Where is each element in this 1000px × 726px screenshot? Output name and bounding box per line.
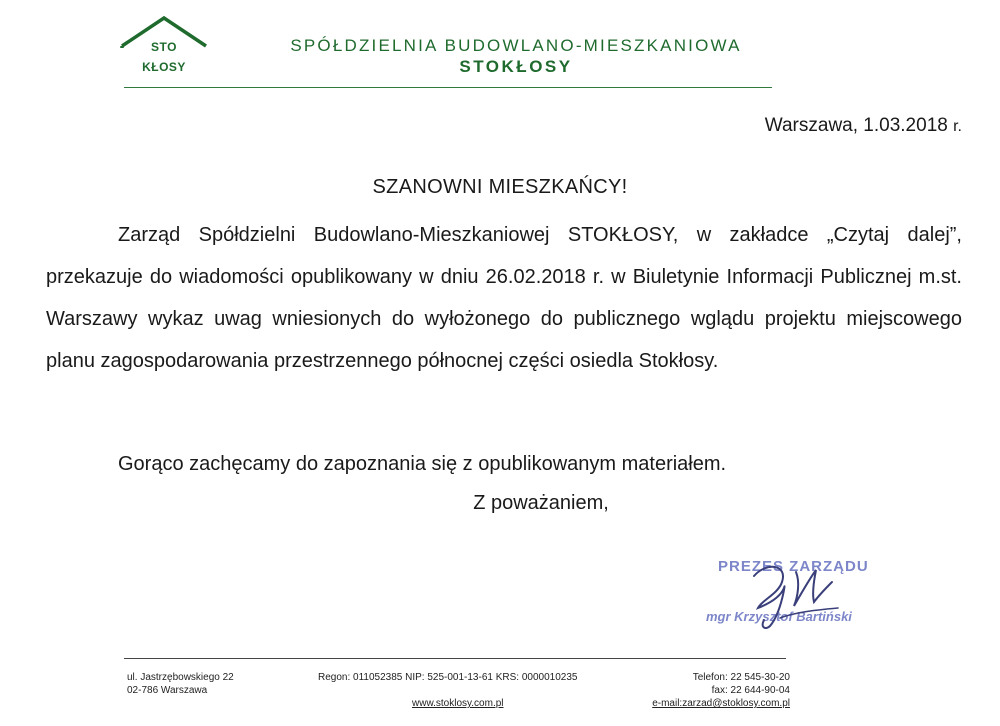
date-suffix: r.	[953, 118, 962, 135]
closing-phrase: Z poważaniem,	[473, 492, 609, 514]
footer-contact	[600, 671, 790, 710]
logo-text-top: STO	[151, 40, 177, 54]
logo-text-bottom: KŁOSY	[142, 60, 186, 74]
footer-phone: Telefon: 22 545-30-20	[692, 672, 790, 683]
signature-icon	[740, 548, 850, 638]
footer-email-link[interactable]: e-mail:zarzad@stoklosy.com.pl	[652, 698, 790, 709]
footer-divider	[124, 658, 786, 659]
footer-street: ul. Jastrzębowskiego 22	[127, 672, 234, 683]
cooperative-logo	[118, 14, 210, 82]
body-paragraph-2: Gorąco zachęcamy do zapoznania się z opublikowanym materiałem.	[118, 453, 727, 475]
footer-registration-ids: Regon: 011052385 NIP: 525-001-13-61 KRS: 0000010235	[318, 672, 578, 683]
footer-fax: fax: 22 644-90-04	[711, 685, 790, 696]
stamp-title: PREZES ZARZĄDU	[718, 558, 869, 575]
footer-address	[127, 671, 234, 697]
footer-website-link[interactable]: www.stoklosy.com.pl	[412, 698, 504, 709]
body-paragraph-1: Zarząd Spółdzielni Budowlano-Mieszkaniowej STOKŁOSY, w zakładce „Czytaj dalej”, przekazuje do wiadomości opublikowany w dniu 26.02.2018 r. w Biuletynie Informacji Publicznej m.st. Warszawy wykaz uwag wniesionych do wyłożonego do publicznego wglądu projektu miejscowego planu zagospodarowania przestrzennego północnej części osiedla Stokłosy.	[46, 224, 962, 372]
salutation: SZANOWNI MIESZKAŃCY!	[372, 176, 628, 198]
date-text: Warszawa, 1.03.2018	[764, 115, 948, 136]
letter-date	[600, 115, 962, 137]
organization-brand: STOKŁOSY	[459, 57, 573, 76]
header-divider	[124, 87, 772, 88]
stamp-name: mgr Krzysztof Bartiński	[706, 609, 852, 624]
organization-name: SPÓŁDZIELNIA BUDOWLANO-MIESZKANIOWA	[290, 36, 742, 55]
footer-city: 02-786 Warszawa	[127, 685, 208, 696]
